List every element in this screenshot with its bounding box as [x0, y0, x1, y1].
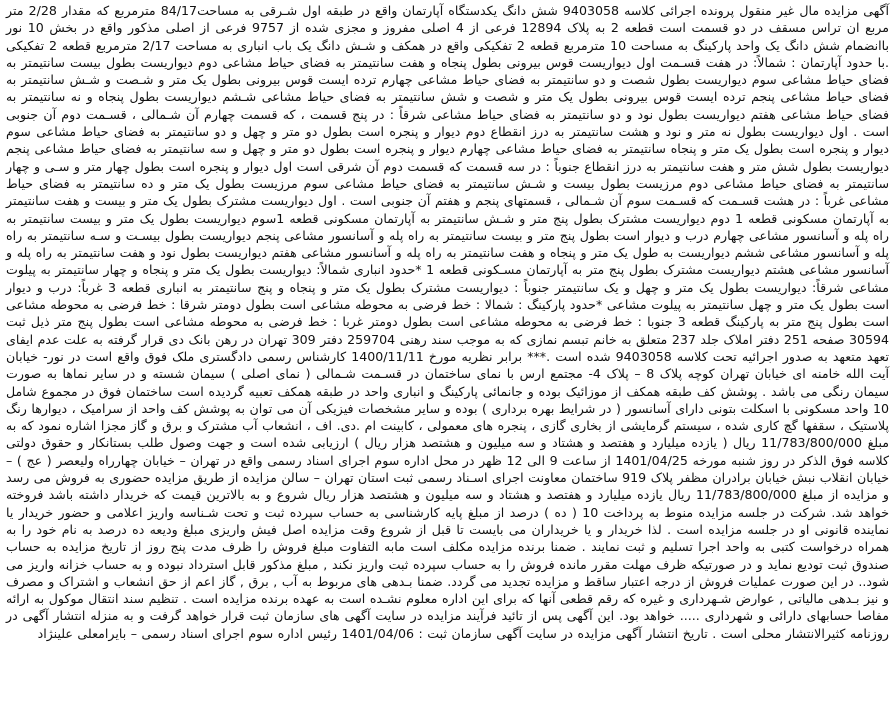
auction-notice-body: آگهی مزایده مال غیر منقول پرونده اجرائی کلاسه 9403058 شش دانگ یکدستگاه آپارتمان واقع در طبقه اول شـرقی به مساحت84/17 مترمربع که مقدار 2/28 متر مربع ان تراس مسقف در دو قسمت است قطعه 2 به پلاک 12894 فرعی از 4 اصلی مفروز و مجزی شده از 9757 فرعی از اصلی مذکور واقع در بخش 10 نور باانضمام شش دانگ یک واحد پارکینگ به مساحت 10 مترمربع قطعه 2 تفکیکی واقع در همکف و شـش دانگ یک باب انباری به مساحت 2/17 مترمربع قطعه 2 تفکیکی .با حدود آپارتمان : شمالاً: در هفت قسـمت اول دیواریست قوس بیرونی بطول پنجاه و هفت سانتیمتر به فضای حیاط مشاعی دوم دیواریست بطول بیست سانتیمتر به فضای حیاط مشاعی سوم دیواریست بطول شصت و دو سانتیمتر به فضای حیاط مشاعی چهارم ترده ایست قوس بیرونی بطول یک متر و شـصت و شـش سانتیمتر به فضای حیاط مشاعی پنجم ترده ایست قوس بیرونی بطول یک متر و شصت و شش سانتیمتر به فضای حیاط مشاعی شـشم دیواریست بطول پنجاه و نه سانتیمتر به فضای حیاط مشاعی هفتم دیواریست بطول نود و دو سانتیمتر به فضای حیاط مشاعی شرقاً : در پنج قسمت ، که قسمت چهارم آن شـمالی ، قسـمت دوم آن جنوبی است . اول دیواریست بطول نه متر و نود و هشت سانتیمتر به درز انقطاع دوم دیوار و پنجره است بطول دو متر و چهل و دو سانتیمتر به فضای حیاط مشاعی سوم دیوار و پنجره است بطول یک متر و پنجاه سانتیمتر به فضای حیاط مشاعی چهارم دیوار و پنجره است بطول دو متر و چهل و سه سانتیمتر به فضای حیاط مشاعی پنجم دیواریست بطول شش متر و هفت سانتیمتر به درز انقطاع جنوباً : در سه قسمت که قسمت دوم آن شرقی است اول دیوار و پنجره است بطول چهار متر و سـی و چهار سانتیمتر به فضای حیاط مشاعی دوم مرزیست بطول بیست و شـش سانتیمتر به فضای حیاط مشاعی سوم مرزیست بطول یک متر و ده سانتیمتر به فضای حیاط مشاعی غرباً : در هشت قسـمت که قسـمت سوم آن شـمالی ، قسمتهای پنجم و هفتم آن جنوبی است . اول دیواریست مشترک بطول یک متر و بیست و هفت سانتیمتر به آپارتمان مسکونی قطعه 1 دوم دیواریست مشترک بطول پنج متر و شـش سانتیمتر به آپارتمان مسکونی قطعه 1سوم دیواریست بطول یک متر و بیست سانتیمتر به راه پله و آسانسور مشاعی چهارم درب و دیوار است بطول پنج متر و بیست سانتیمتر به راه پله و آسانسور مشاعی پنجم دیواریست بطول بیسـت و سـه سانتیمتر به راه پله و آسانسور مشاعی ششم دیواریست به طول یک متر و پنجاه و هفت سانتیمتر به راه پله و آسانسور مشاعی هفتم دیواریست بطول نود و هفت سانتیمتر به راه پله و آسانسور مشاعی هشتم دیواریست مشترک بطول پنج متر به آپارتمان مسـکونی قطعه 1 *حدود انباری شمالاً: دیواریست بطول یک متر و پنجاه و چهار سانتیمتر به پیلوت مشاعی شرقاً: دیواریست بطول یک متر و چهل و یک سانتیمتر جنوباً : دیواریست مشترک بطول یک متر و پنجاه و پنج سانتیمتر به انباری قطعه 3 غرباً: درب و دیوار است بطول یک متر و چهل سانتیمتر به پیلوت مشاعی *حدود پارکینگ : شمالا : خط فرضی به محوطه مشاعی است بطول دومتر شرقا : خط فرضی به محوطه مشاعی است بطول پنج متر به پارکینگ قطعه 3 جنوبا : خط فرضی به محوطه مشاعی است بطول دومتر غربا : خط فرضی به محوطه مشاعی است بطول پنج متر ذیل ثبت 30594 صفحه 251 دفتر املاک جلد 237 متعلق به خانم تبسم نمازی که به موجب سند رهنی 259704 دفتر 309 تهران در رهن بانک دی قرار گرفته به علت عدم ایفای تعهد متعهد به صدور اجرائیه تحت کلاسه 9403058 شده است .*** برابر نظریه مورخ 1400/11/11 کارشناس رسمی دادگستری ملک فوق واقع است در نور- خیابان آیت الله خامنه ای خیابان تهران کوچه پلاک 8 – پلاک 4- مجتمع ارس با نمای ساختمان در قسـمت شـمالی ( نمای اصلی ) سیمان شسته و در سایر نماها به صورت سیمان رنگی می باشد . پوشش کف طبقه همکف از موزائیک بوده و جانمائی پارکینگ و انباری واحد در طبقه همکف تعبیه گردیده است ساختمان فوق در مجموع شامل 10 واحد مسکونی با اسکلت بتونی دارای آسانسور ( در شرایط بهره برداری ) بوده و سایر مشخصات فیزیکی آن می توان به پوشش کف واحد از سرامیک ، دیوارها رنگ پلاستیک ، سقفها گچ کاری شده ، سیستم گرمایشی از بخاری گازی ، پنجره های معمولی ، کابینت ام .دی. اف ، انشعاب آب مشترک و برق و گاز مجزا اشاره نمود که به مبلغ 11/783/800/000 ریال ( یازده میلیارد و هفتصد و هشتاد و سه میلیون و هشتصد هزار ریال ) ارزیابی شده است و جهت وصول طلب بستانکار و حقوق دولتی کلاسه فوق الذکر در روز شنبه مورخه 1401/04/25 از ساعت 9 الی 12 ظهر در محل اداره سوم اجرای اسناد رسمی واقع در تهران – خیابان چهارراه ولیعصر ( عج ) – خیابان انقلاب نبش خیابان برادران مظفر پلاک 919 ساختمان معاونت اجرای اسـناد رسمی ثبت استان تهران – سالن مزایده از طریق مزایده حضوری به فروش می رسد و مزایده از مبلغ 11/783/800/000 ریال یازده میلیارد و هفتصد و هشتاد و سه میلیون و هشتصد هزار ریال شروع و به بالاترین قیمت که خریدار داشته باشد فروخته خواهد شد. شرکت در جلسه مزایده منوط به پرداخت 10 ( ده ) درصد از مبلغ پایه کارشناسی به حساب سپرده ثبت و تحت شـناسه واریز اعلامی و حضور خریدار یا نماینده قانونی او در جلسه مزایده است . لذا خریدار و یا خریداران می بایست تا قبل از شروع وقت مزایده اصل فیش واریزی مبلغ ودیعه ده درصد به نام خود را به همراه درخواست کتبی به واحد اجرا تسلیم و ثبت نمایند . ضمنا برنده مزایده مکلف است مابه التفاوت مبلغ فروش را ظرف مدت پنج روز از تاریخ مزایده به حساب صندوق ثبت تودیع نماید و در صورتیکه ظرف مهلت مقرر مانده فروش را به حساب سپرده ثبت واریز نکند , مبلغ مذکور قابل استرداد نبوده و به حساب خزانه واریز می شود.. در این صورت عملیات فروش از درجه اعتبار ساقط و مزایده تجدید می گردد. ضمنا بـدهی های مربوط به آب , برق , گاز اعم از حق انشعاب و اشتراک و مصرف و نیز بـدهی مالیاتی , عوارض شـهرداری و غیره که رقم قطعی آنها که برای این اداره معلوم نشـده است به عهده برنده مزایده است . تنظیم سند انتقال موکول به ارائه مفاصا حسابهای دارائی و شهرداری ..... خواهد بود. این آگهی پس از تائید فرآیند مزایده در سایت آگهی های سازمان ثبت قرار خواهد گرفت و به منزله انتشار آگهی در روزنامه کثیرالانتشار محلی است . تاریخ انتشار آگهی مزایده در سایت آگهی سازمان ثبت : 1401/04/06 رئیس اداره سوم اجرای اسناد رسمی – بایرامعلی علینژاد [6, 3, 890, 641]
